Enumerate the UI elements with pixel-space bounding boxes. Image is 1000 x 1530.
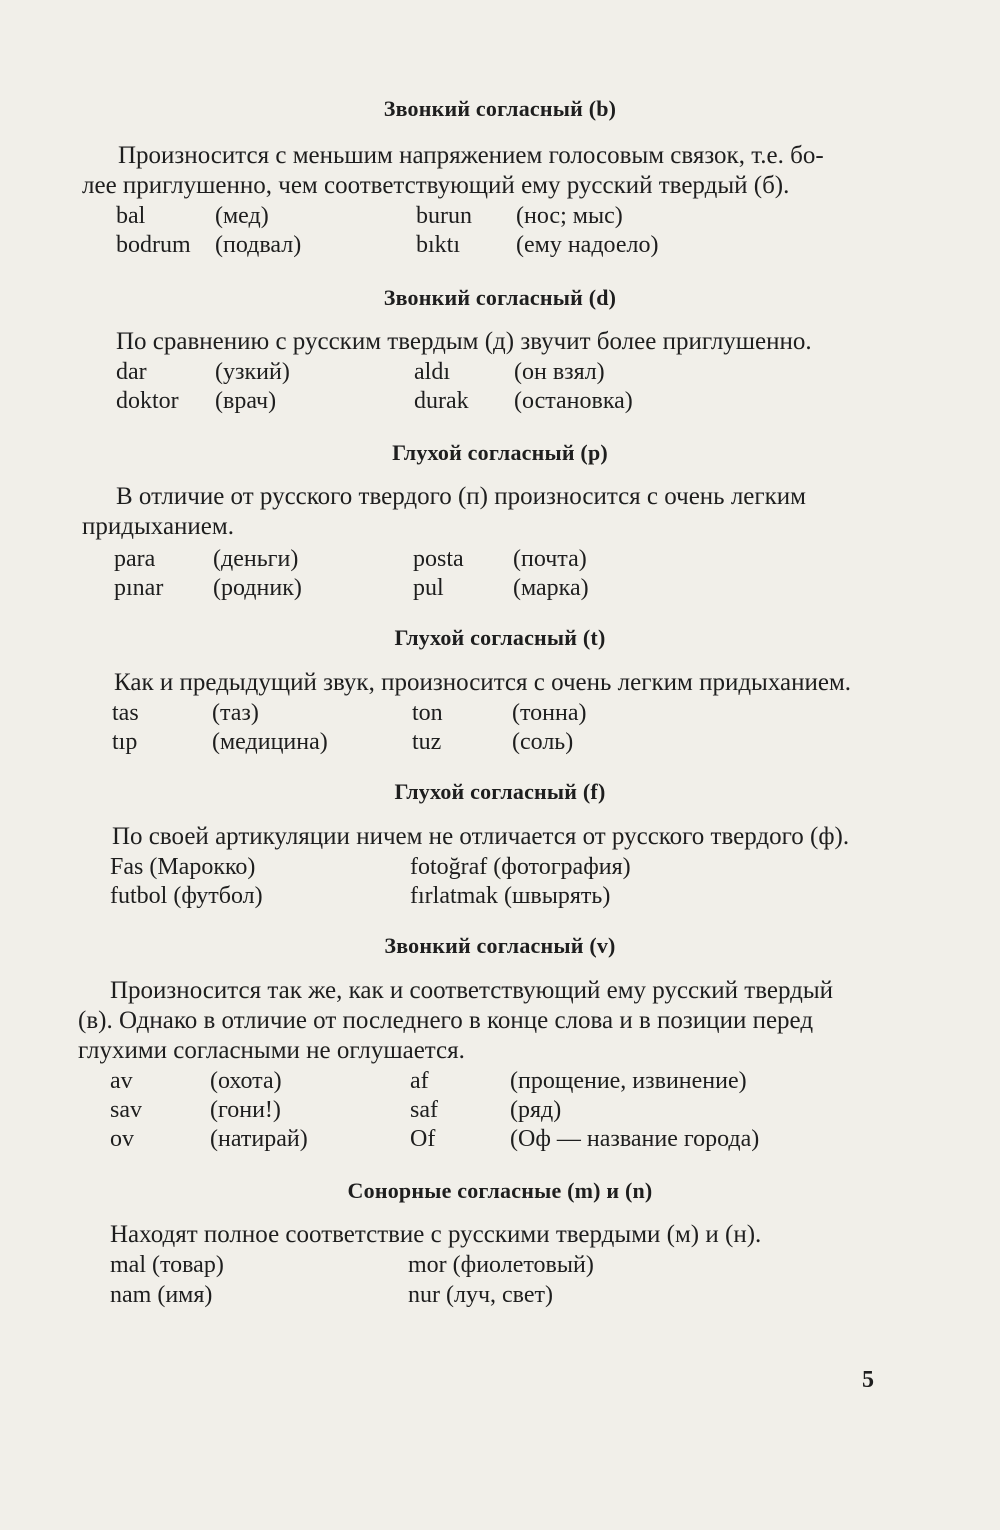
example-word: durak	[414, 388, 469, 414]
example-word: posta	[413, 546, 464, 572]
example-word: tuz	[412, 729, 442, 755]
example-translation: (тонна)	[512, 700, 587, 726]
example-translation: (прощение, извинение)	[510, 1068, 747, 1094]
example-word: doktor	[116, 388, 179, 414]
paragraph-line: придыханием.	[82, 513, 234, 540]
example-word: af	[410, 1068, 429, 1094]
example-word: bodrum	[116, 232, 191, 258]
example-word: mal (товар)	[110, 1252, 224, 1278]
paragraph-line: (в). Однако в отличие от последнего в конце слова и в позиции перед	[78, 1007, 814, 1034]
example-translation: (ряд)	[510, 1097, 562, 1123]
example-word: ton	[412, 700, 443, 726]
section-heading: Звонкий согласный (d)	[383, 285, 617, 310]
example-word: nam (имя)	[110, 1282, 213, 1308]
example-translation: (деньги)	[213, 546, 299, 572]
example-word: bal	[116, 203, 146, 229]
example-translation: (соль)	[512, 729, 574, 755]
example-translation: (охота)	[210, 1068, 282, 1094]
example-word: av	[110, 1068, 133, 1094]
example-translation: (нос; мыс)	[516, 203, 623, 229]
example-translation: (Оф — название города)	[510, 1126, 760, 1152]
paragraph-line: По своей артикуляции ничем не отличается от русского твердого (ф).	[112, 823, 850, 850]
paragraph-line: Находят полное соответствие с русскими твердыми (м) и (н).	[110, 1221, 762, 1248]
paragraph-line: В отличие от русского твердого (п) произносится с очень легким	[116, 483, 807, 510]
example-word: sav	[110, 1097, 142, 1123]
example-word: fotoğraf (фотография)	[410, 854, 631, 880]
paragraph-line: глухими согласными не оглушается.	[78, 1037, 465, 1064]
section-heading: Сонорные согласные (m) и (n)	[347, 1178, 653, 1203]
example-word: fırlatmak (швырять)	[410, 883, 611, 909]
example-translation: (остановка)	[514, 388, 633, 414]
paragraph-line: Как и предыдущий звук, произносится с очень легким придыханием.	[114, 669, 852, 696]
example-word: Of	[410, 1126, 436, 1152]
example-translation: (врач)	[215, 388, 277, 414]
section-heading: Звонкий согласный (b)	[383, 96, 617, 121]
section-heading: Глухой согласный (t)	[394, 625, 606, 650]
page-number: 5	[862, 1367, 874, 1393]
example-word: nur (луч, свет)	[408, 1282, 554, 1308]
example-word: saf	[410, 1097, 438, 1123]
example-word: futbol (футбол)	[110, 883, 263, 909]
example-translation: (родник)	[213, 575, 302, 601]
example-word: tıp	[112, 729, 138, 755]
example-word: tas	[112, 700, 139, 726]
example-word: pınar	[114, 575, 164, 601]
example-word: ov	[110, 1126, 134, 1152]
example-translation: (медицина)	[212, 729, 328, 755]
paragraph-line: лее приглушенно, чем соответствующий ему русский твердый (б).	[82, 172, 790, 199]
section-heading: Глухой согласный (f)	[394, 779, 606, 804]
example-word: pul	[413, 575, 444, 601]
example-translation: (мед)	[215, 203, 269, 229]
section-heading: Звонкий согласный (v)	[384, 933, 616, 958]
paragraph-line: Произносится так же, как и соответствующий ему русский твердый	[110, 977, 834, 1004]
paragraph-line: По сравнению с русским твердым (д) звучит более приглушенно.	[116, 328, 812, 355]
example-translation: (почта)	[513, 546, 587, 572]
example-word: para	[114, 546, 156, 572]
example-translation: (гони!)	[210, 1097, 281, 1123]
example-word: burun	[416, 203, 472, 229]
example-word: Fas (Марокко)	[110, 854, 256, 880]
example-word: bıktı	[416, 232, 461, 258]
example-word: aldı	[414, 359, 450, 385]
example-translation: (марка)	[513, 575, 589, 601]
example-translation: (натирай)	[210, 1126, 308, 1152]
example-word: dar	[116, 359, 147, 385]
example-translation: (он взял)	[514, 359, 605, 385]
example-word: mor (фиолетовый)	[408, 1252, 594, 1278]
example-translation: (подвал)	[215, 232, 302, 258]
example-translation: (таз)	[212, 700, 259, 726]
example-translation: (ему надоело)	[516, 232, 659, 258]
section-heading: Глухой согласный (p)	[392, 440, 608, 465]
paragraph-line: Произносится с меньшим напряжением голосовым связок, т.е. бо-	[118, 142, 824, 169]
example-translation: (узкий)	[215, 359, 290, 385]
